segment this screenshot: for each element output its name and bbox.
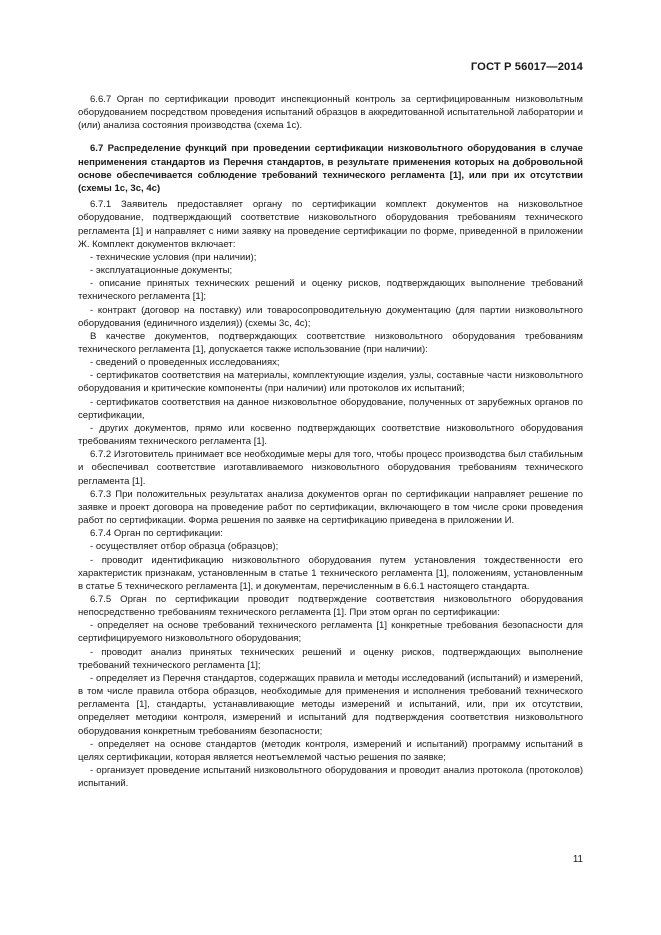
standard-code-header: ГОСТ Р 56017—2014 bbox=[470, 61, 583, 73]
list-item: - организует проведение испытаний низковольтного оборудования и проводит анализ протокола (протоколов) испытаний. bbox=[78, 765, 583, 790]
paragraph-6-7-1: 6.7.1 Заявитель предоставляет органу по сертификации комплект документов на низковольтное оборудование, подтверждающий соответствие низковольтного оборудования требованиям технического регламента [1] и направляет с ними заявку на проведение сертификации по форме, приведенной в приложении Ж. Комплект документов включает: bbox=[78, 199, 583, 250]
list-item: - проводит идентификацию низковольтного оборудования путем установления тождественности его характеристик признакам, установленным в статье 1 технического регламента [1], положениям, установленным в статье 5 технического регламента [1], и документам, перечисленным в 6.6.1 настоящего стандарта. bbox=[78, 554, 583, 592]
list-item: - определяет на основе требований технического регламента [1] конкретные требования безопасности для сертифицируемого низковольтного оборудования; bbox=[78, 620, 583, 645]
paragraph-6-7-4: 6.7.4 Орган по сертификации: bbox=[90, 528, 223, 540]
list-item: - осуществляет отбор образца (образцов); bbox=[90, 541, 279, 553]
list-item: - технические условия (при наличии); bbox=[90, 251, 257, 263]
list-item: - эксплуатационные документы; bbox=[90, 265, 233, 277]
list-item: - описание принятых технических решений и оценку рисков, подтверждающих выполнение требований технического регламента [1]; bbox=[78, 278, 583, 303]
document-body bbox=[78, 93, 583, 790]
paragraph-6-7-1-additional: В качестве документов, подтверждающих соответствие низковольтного оборудования требованиям технического регламента [1], допускается также использование (при наличии): bbox=[78, 330, 583, 355]
list-item: - сведений о проведенных исследованиях; bbox=[90, 357, 280, 369]
list-item: - контракт (договор на поставку) или товаросопроводительную документацию (для партии низковольтного оборудования (единичного изделия)) (схемы 3с, 4с); bbox=[78, 304, 583, 329]
section-title-6-7: 6.7 Распределение функций при проведении сертификации низковольтного оборудования в случае неприменения стандартов из Перечня стандартов, в результате применения которых на добровольной основе обеспечивается соблюдение требований технического регламента [1], или при их отсутствии (схемы 1с, 3с, 4с) bbox=[78, 143, 583, 195]
paragraph-6-7-2: 6.7.2 Изготовитель принимает все необходимые меры для того, чтобы процесс производства был стабильным и обеспечивал соответствие изготавливаемого низковольтного оборудования требованиям технического регламента [1]. bbox=[78, 449, 583, 487]
list-item: - сертификатов соответствия на материалы, комплектующие изделия, узлы, составные части низковольтного оборудования и критические компоненты (при наличии) или протоколов их испытаний; bbox=[78, 370, 583, 395]
paragraph-6-6-7: 6.6.7 Орган по сертификации проводит инспекционный контроль за сертифицированным низковольтным оборудованием посредством проведения испытаний образцов в аккредитованной испытательной лаборатории и (или) анализа состояния производства (схема 1с). bbox=[78, 94, 583, 132]
list-item: - определяет на основе стандартов (методик контроля, измерений и испытаний) программу испытаний в целях сертификации, которая является неотъемлемой частью решения по заявке; bbox=[78, 738, 583, 763]
paragraph-6-7-3: 6.7.3 При положительных результатах анализа документов орган по сертификации направляет решение по заявке и проект договора на проведение работ по сертификации, включающего в том числе сроки проведения работ по сертификации. Форма решения по заявке на сертификацию приведена в приложении И. bbox=[78, 488, 583, 527]
list-item: - других документов, прямо или косвенно подтверждающих соответствие низковольтного оборудования требованиям технического регламента [1]. bbox=[78, 422, 583, 448]
list-item: - определяет из Перечня стандартов, содержащих правила и методы исследований (испытаний) и измерений, в том числе правила отбора образцов, необходимые для применения и исполнения требований технического регламента [1], стандарты, устанавливающие методы измерений и испытаний, или, при их отсутствии, определяет методики контроля, измерений и испытаний для подтверждения соответствия низковольтного оборудования конкретным требованиям безопасности; bbox=[78, 672, 583, 737]
page-number: 11 bbox=[572, 854, 583, 865]
paragraph-6-7-5: 6.7.5 Орган по сертификации проводит подтверждение соответствия низковольтного оборудования непосредственно требованиям технического регламента [1]. При этом орган по сертификации: bbox=[78, 593, 583, 619]
list-item: - сертификатов соответствия на данное низковольтное оборудование, полученных от зарубежных органов по сертификации, bbox=[78, 396, 583, 421]
list-item: - проводит анализ принятых технических решений и оценку рисков, подтверждающих выполнение требований технического регламента [1]; bbox=[78, 646, 583, 671]
